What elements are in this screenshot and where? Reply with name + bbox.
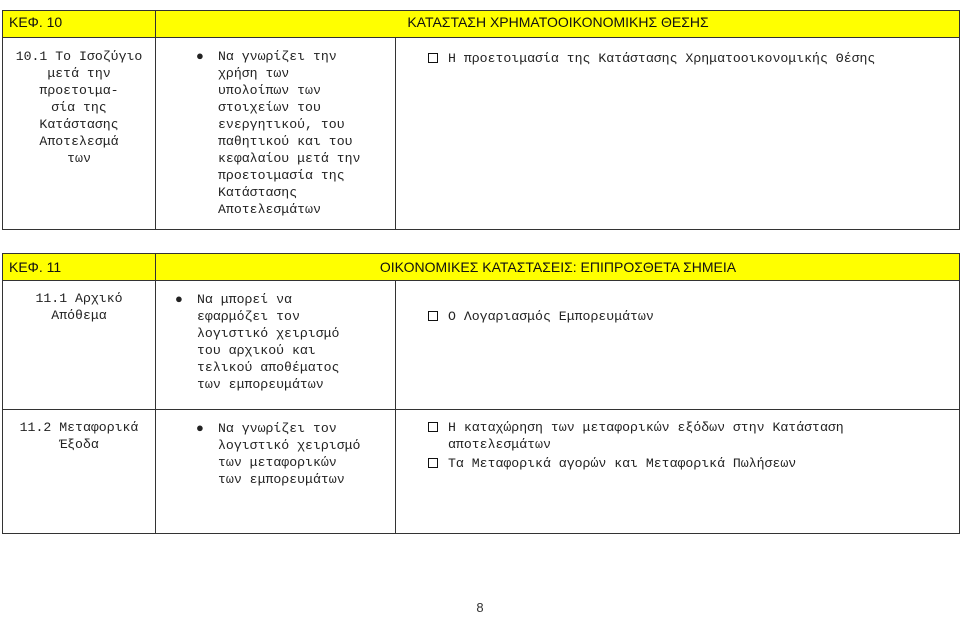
chapter-11-label: ΚΕΦ. 11 (9, 259, 62, 275)
section-11-1-objective (175, 291, 393, 393)
section-10-1-label: 10.1 Το Ισοζύγιο μετά την προετοιμα- σία της Κατάστασης Αποτελεσμά των (15, 49, 143, 166)
checkbox-icon (428, 53, 438, 63)
bullet-icon: ● (175, 292, 183, 307)
section-11-2-topic-2 (428, 455, 958, 472)
checkbox-icon (428, 458, 438, 468)
bullet-icon: ● (196, 49, 204, 64)
topic-text: Ο Λογαριασμός Εμπορευμάτων (448, 309, 654, 324)
objective-text: Να γνωρίζει τον λογιστικό χειρισμό των μεταφορικών των εμπορευμάτων (218, 421, 361, 487)
chapter-10-label: ΚΕΦ. 10 (9, 14, 63, 30)
bullet-icon: ● (196, 421, 204, 436)
objective-text: Να γνωρίζει την χρήση των υπολοίπων των στοιχείων του ενεργητικού, του παθητικού και του κεφαλαίου μετά την προετοιμασία της Κατάστασης Αποτελεσμάτων (218, 49, 361, 217)
section-11-1-label: 11.1 Αρχικό Απόθεμα (35, 291, 123, 323)
section-11-2-objective (196, 420, 394, 488)
section-11-1-topic (428, 308, 958, 325)
topic-text: Η καταχώρηση των μεταφορικών εξόδων στην Κατάσταση αποτελεσμάτων (448, 420, 844, 452)
chapter-10-title: ΚΑΤΑΣΤΑΣΗ ΧΡΗΜΑΤΟΟΙΚΟΝΟΜΙΚΗΣ ΘΕΣΗΣ (407, 14, 709, 30)
topic-text: Τα Μεταφορικά αγορών και Μεταφορικά Πωλήσεων (448, 456, 797, 471)
objective-text: Να μπορεί να εφαρμόζει τον λογιστικό χειρισμό του αρχικού και τελικού αποθέματος των εμπορευμάτων (197, 292, 340, 392)
chapter-11-title: ΟΙΚΟΝΟΜΙΚΕΣ ΚΑΤΑΣΤΑΣΕΙΣ: ΕΠΙΠΡΟΣΘΕΤΑ ΣΗΜΕΙΑ (379, 259, 737, 275)
section-11-2-label: 11.2 Μεταφορικά Έξοδα (19, 420, 139, 452)
checkbox-icon (428, 311, 438, 321)
section-10-1-topic (428, 50, 958, 67)
section-10-1-objective (196, 48, 394, 218)
page-number: 8 (476, 600, 484, 615)
section-11-2-topic-1 (428, 419, 958, 453)
checkbox-icon (428, 422, 438, 432)
topic-text: Η προετοιμασία της Κατάστασης Χρηματοοικονομικής Θέσης (448, 51, 876, 66)
